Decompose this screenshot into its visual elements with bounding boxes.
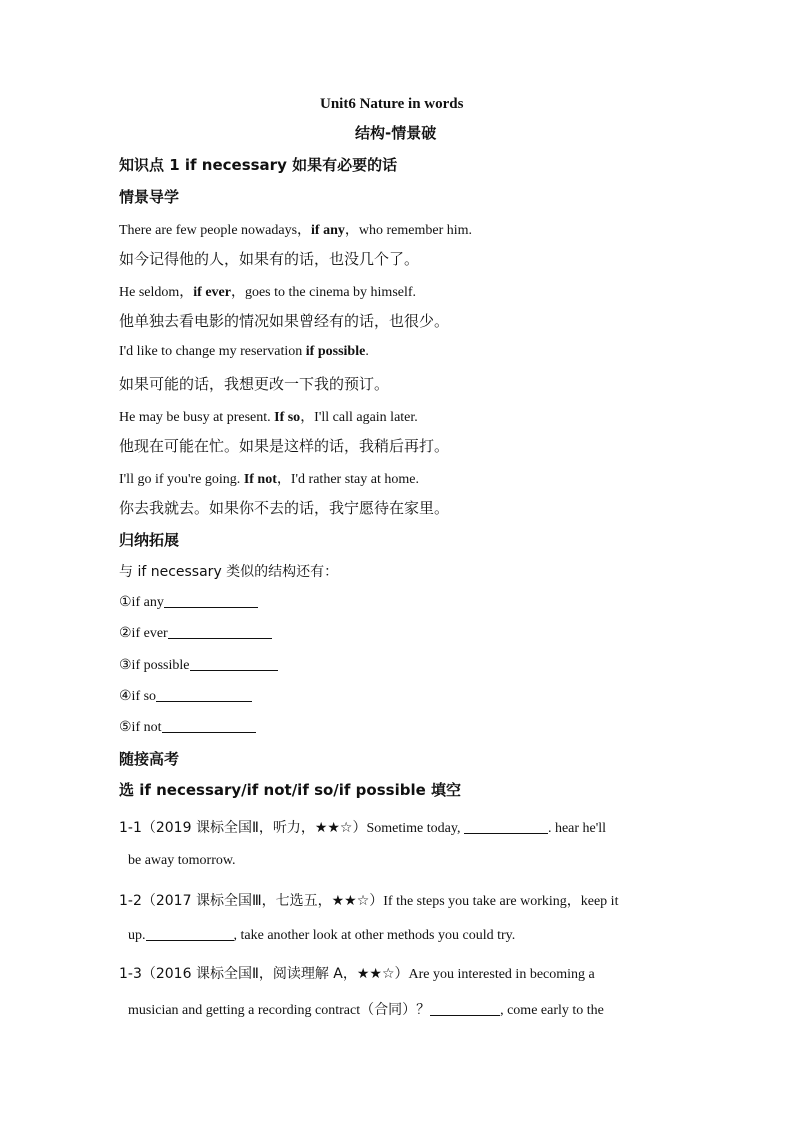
answer-blank[interactable] <box>156 687 252 702</box>
similar-item: ③if possible <box>119 656 278 674</box>
exam-instruction: 选 if necessary/if not/if so/if possible 填空 <box>119 781 461 799</box>
example-4-english: He may be busy at present. If so，I'll call again later. <box>119 410 418 425</box>
answer-blank[interactable] <box>162 718 256 733</box>
example-2-chinese: 他单独去看电影的情况如果曾经有的话，也很少。 <box>119 312 450 330</box>
example-1-english: There are few people nowadays，if any，who remember him. <box>119 223 473 238</box>
answer-blank[interactable] <box>464 819 548 834</box>
similar-item: ④if so <box>119 687 252 705</box>
example-3-english: I'd like to change my reservation if possible. <box>119 344 369 359</box>
example-4-chinese: 他现在可能在忙。如果是这样的话，我稍后再打。 <box>119 437 450 455</box>
example-2-english: He seldom，if ever，goes to the cinema by himself. <box>119 285 417 300</box>
section-heading-situation: 情景导学 <box>119 188 180 206</box>
section-heading-exam: 随接高考 <box>119 750 180 768</box>
answer-blank[interactable] <box>190 656 278 671</box>
similar-item: ①if any <box>119 593 258 611</box>
page-subtitle: 结构-情景破 <box>355 124 437 142</box>
question-1-3-continued: musician and getting a recording contract（合同）？ , come early to the <box>128 1002 604 1018</box>
question-1-3: 1-3（2016 课标全国Ⅱ，阅读理解 A，★★☆）Are you interested in becoming a <box>119 966 595 982</box>
example-3-chinese: 如果可能的话，我想更改一下我的预订。 <box>119 375 390 393</box>
answer-blank[interactable] <box>168 624 272 639</box>
question-1-1-continued: be away tomorrow. <box>128 853 236 868</box>
example-5-english: I'll go if you're going. If not，I'd rather stay at home. <box>119 472 419 487</box>
answer-blank[interactable] <box>146 926 234 941</box>
question-1-2-continued: up. , take another look at other methods you could try. <box>128 928 516 943</box>
similar-item: ⑤if not <box>119 718 256 736</box>
answer-blank[interactable] <box>430 1001 500 1016</box>
example-5-chinese: 你去我就去。如果你不去的话，我宁愿待在家里。 <box>119 499 450 517</box>
answer-blank[interactable] <box>164 593 258 608</box>
section-heading-summary: 归纳拓展 <box>119 531 180 549</box>
knowledge-point-heading: 知识点 1 if necessary 如果有必要的话 <box>119 156 398 174</box>
page-title: Unit6 Nature in words <box>320 96 464 112</box>
example-1-chinese: 如今记得他的人，如果有的话，也没几个了。 <box>119 250 420 268</box>
similar-item: ②if ever <box>119 624 272 642</box>
question-1-1: 1-1（2019 课标全国Ⅱ，听力，★★☆）Sometime today, . hear he'll <box>119 820 607 836</box>
question-1-2: 1-2（2017 课标全国Ⅲ，七选五，★★☆）If the steps you take are working，keep it <box>119 893 619 909</box>
similar-structures-intro: 与 if necessary 类似的结构还有： <box>119 564 339 580</box>
